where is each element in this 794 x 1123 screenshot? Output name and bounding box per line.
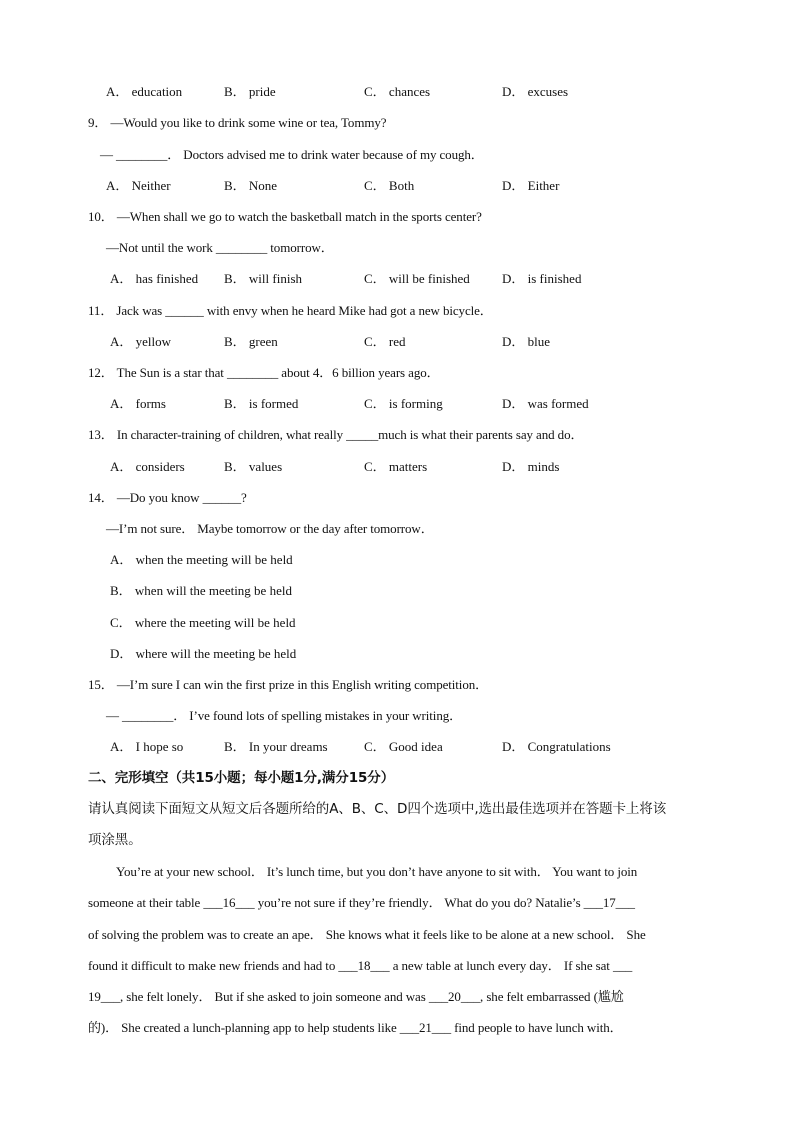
q13-option-b[interactable]: B． values <box>224 459 283 474</box>
q10-option-d[interactable]: D． is finished <box>502 271 582 286</box>
q10-stem: 10． —When shall we go to watch the basketball match in the sports center? <box>88 209 482 224</box>
passage-line: of solving the problem was to create an ape． She knows what it feels like to be alone at a new school． She <box>88 927 646 942</box>
q11-option-d[interactable]: D． blue <box>502 334 551 349</box>
passage-line: You’re at your new school． It’s lunch time, but you don’t have anyone to sit with． You want to join <box>116 864 638 879</box>
q8-option-b[interactable]: B． pride <box>224 84 276 99</box>
q12-option-c[interactable]: C． is forming <box>364 396 443 411</box>
q15-reply: — ________． I’ve found lots of spelling mistakes in your writing． <box>106 708 463 723</box>
q10-option-c[interactable]: C． will be finished <box>364 271 470 286</box>
q15-option-b[interactable]: B． In your dreams <box>224 739 328 754</box>
q8-option-c[interactable]: C． chances <box>364 84 431 99</box>
q10-option-a[interactable]: A． has finished <box>110 271 199 286</box>
section-instruction-line-1: 请认真阅读下面短文从短文后各题所给的A、B、C、D四个选项中,选出最佳选项并在答题卡上将该 <box>88 801 667 817</box>
section-heading: 二、完形填空（共15小题；每小题1分,满分15分） <box>88 770 395 786</box>
q15-option-c[interactable]: C． Good idea <box>364 739 443 754</box>
q15-stem: 15． —I’m sure I can win the first prize in this English writing competition． <box>88 677 489 692</box>
q14-option-d[interactable]: D． where will the meeting be held <box>110 646 297 661</box>
q15-option-d[interactable]: D． Congratulations <box>502 739 611 754</box>
q12-stem: 12． The Sun is a star that ________ about 4．6 billion years ago． <box>88 365 440 380</box>
q8-option-d[interactable]: D． excuses <box>502 84 569 99</box>
passage-line: someone at their table ___16___ you’re not sure if they’re friendly． What do you do? Natalie’s ___17___ <box>88 895 635 910</box>
q10-option-b[interactable]: B． will finish <box>224 271 303 286</box>
section-instruction-line-2: 项涂黑。 <box>88 832 142 848</box>
q15-option-a[interactable]: A． I hope so <box>110 739 184 754</box>
q9-option-d[interactable]: D． Either <box>502 178 560 193</box>
q11-option-b[interactable]: B． green <box>224 334 278 349</box>
q14-stem: 14． —Do you know ______? <box>88 490 247 505</box>
q11-stem: 11． Jack was ______ with envy when he heard Mike had got a new bicycle． <box>88 303 493 318</box>
q13-option-c[interactable]: C． matters <box>364 459 428 474</box>
q14-option-b[interactable]: B． when will the meeting be held <box>110 583 292 598</box>
q14-option-c[interactable]: C． where the meeting will be held <box>110 615 296 630</box>
q11-option-c[interactable]: C． red <box>364 334 406 349</box>
q14-reply: —I’m not sure． Maybe tomorrow or the day after tomorrow． <box>106 521 434 536</box>
q9-option-c[interactable]: C． Both <box>364 178 415 193</box>
passage-line: found it difficult to make new friends and had to ___18___ a new table at lunch every day． If she sat ___ <box>88 958 633 973</box>
passage-line: 19___, she felt lonely． But if she asked to join someone and was ___20___, she felt embarrassed (尴尬 <box>88 989 624 1004</box>
q12-option-d[interactable]: D． was formed <box>502 396 589 411</box>
q12-option-a[interactable]: A． forms <box>110 396 166 411</box>
q9-stem: 9． —Would you like to drink some wine or tea, Tommy? <box>88 115 387 130</box>
q9-reply: — ________． Doctors advised me to drink water because of my cough． <box>100 147 484 162</box>
passage-line: 的)． She created a lunch-planning app to help students like ___21___ find people to have lunch with． <box>88 1020 623 1035</box>
q11-option-a[interactable]: A． yellow <box>110 334 172 349</box>
q10-reply: —Not until the work ________ tomorrow． <box>106 240 334 255</box>
q13-option-d[interactable]: D． minds <box>502 459 560 474</box>
q9-option-a[interactable]: A． Neither <box>106 178 171 193</box>
q8-option-a[interactable]: A． education <box>106 84 183 99</box>
q13-stem: 13． In character-training of children, what really _____much is what their parents say and do． <box>88 427 584 442</box>
q9-option-b[interactable]: B． None <box>224 178 278 193</box>
q12-option-b[interactable]: B． is formed <box>224 396 299 411</box>
q13-option-a[interactable]: A． considers <box>110 459 185 474</box>
q14-option-a[interactable]: A． when the meeting will be held <box>110 552 293 567</box>
